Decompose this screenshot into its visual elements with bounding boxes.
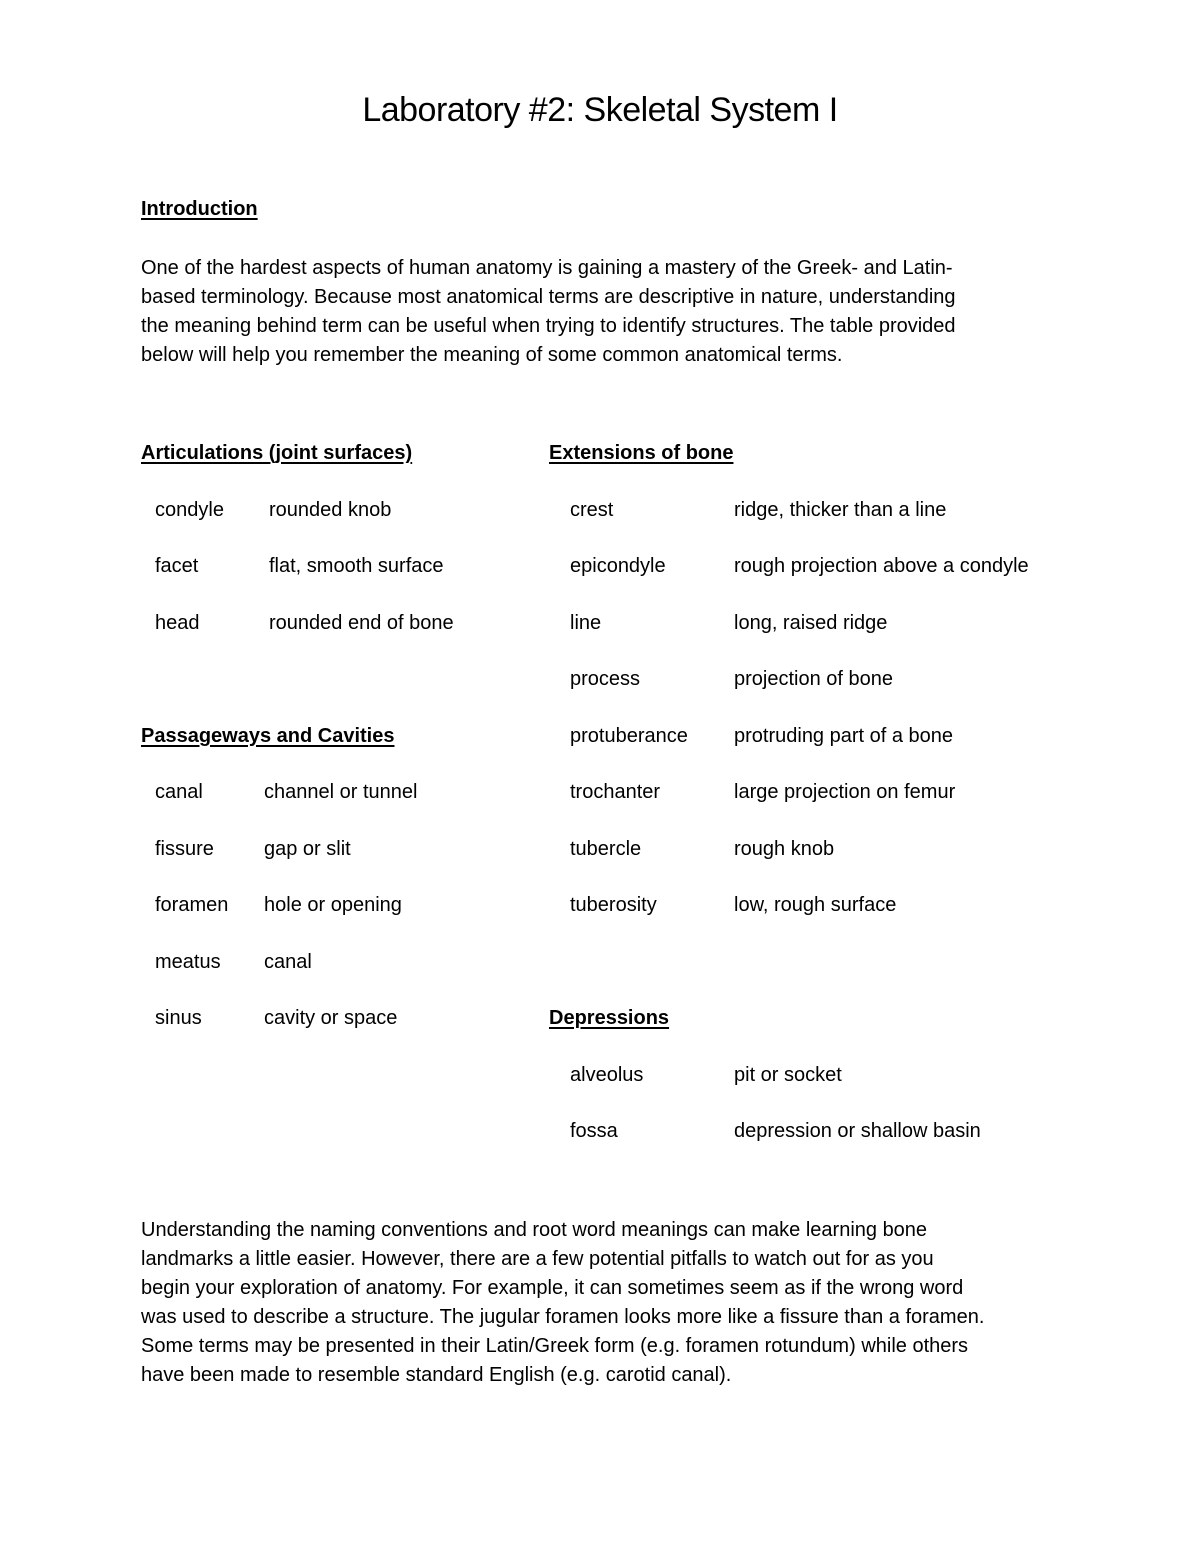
- paragraph-line: was used to describe a structure. The jugular foramen looks more like a fissure than a foramen.: [141, 1306, 985, 1328]
- definition: depression or shallow basin: [734, 1120, 981, 1142]
- term: sinus: [155, 1007, 202, 1029]
- definition: pit or socket: [734, 1064, 842, 1086]
- definition: long, raised ridge: [734, 612, 888, 634]
- articulations-heading: Articulations (joint surfaces): [141, 442, 413, 464]
- definition: rough knob: [734, 838, 835, 860]
- definition: rough projection above a condyle: [734, 555, 1029, 577]
- term: meatus: [155, 951, 221, 973]
- closing-paragraph: [141, 1216, 1061, 1390]
- term: tubercle: [570, 838, 642, 860]
- paragraph-line: based terminology. Because most anatomical terms are descriptive in nature, understanding: [141, 286, 956, 308]
- definition: low, rough surface: [734, 894, 897, 916]
- paragraph-line: landmarks a little easier. However, there are a few potential pitfalls to watch out for as you: [141, 1248, 934, 1270]
- definition: large projection on femur: [734, 781, 956, 803]
- paragraph-line: Some terms may be presented in their Latin/Greek form (e.g. foramen rotundum) while others: [141, 1335, 969, 1357]
- introduction-paragraph: [141, 254, 1061, 370]
- definition: channel or tunnel: [264, 781, 418, 803]
- definition: projection of bone: [734, 668, 894, 690]
- term: foramen: [155, 894, 229, 916]
- introduction-heading: Introduction: [141, 198, 258, 220]
- term: crest: [570, 499, 614, 521]
- term: canal: [155, 781, 203, 803]
- term: protuberance: [570, 725, 688, 747]
- term: epicondyle: [570, 555, 666, 577]
- paragraph-line: begin your exploration of anatomy. For example, it can sometimes seem as if the wrong word: [141, 1277, 964, 1299]
- term: facet: [155, 555, 199, 577]
- term: line: [570, 612, 602, 634]
- term: tuberosity: [570, 894, 657, 916]
- definition: protruding part of a bone: [734, 725, 954, 747]
- passageways-heading: Passageways and Cavities: [141, 725, 395, 747]
- term: alveolus: [570, 1064, 644, 1086]
- definition: cavity or space: [264, 1007, 398, 1029]
- page-title: Laboratory #2: Skeletal System I: [362, 91, 838, 129]
- definition: canal: [264, 951, 312, 973]
- term: trochanter: [570, 781, 661, 803]
- definition: ridge, thicker than a line: [734, 499, 947, 521]
- definition: hole or opening: [264, 894, 402, 916]
- extensions-heading: Extensions of bone: [549, 442, 734, 464]
- paragraph-line: have been made to resemble standard English (e.g. carotid canal).: [141, 1364, 732, 1386]
- definition: flat, smooth surface: [269, 555, 444, 577]
- depressions-heading: Depressions: [549, 1007, 670, 1029]
- term: fissure: [155, 838, 214, 860]
- paragraph-line: Understanding the naming conventions and root word meanings can make learning bone: [141, 1219, 928, 1241]
- paragraph-line: below will help you remember the meaning of some common anatomical terms.: [141, 344, 843, 366]
- term: head: [155, 612, 200, 634]
- term: process: [570, 668, 641, 690]
- paragraph-line: the meaning behind term can be useful when trying to identify structures. The table provided: [141, 315, 956, 337]
- term: fossa: [570, 1120, 618, 1142]
- definition: rounded end of bone: [269, 612, 454, 634]
- paragraph-line: One of the hardest aspects of human anatomy is gaining a mastery of the Greek- and Latin-: [141, 257, 953, 279]
- definition: gap or slit: [264, 838, 351, 860]
- definition: rounded knob: [269, 499, 392, 521]
- term: condyle: [155, 499, 224, 521]
